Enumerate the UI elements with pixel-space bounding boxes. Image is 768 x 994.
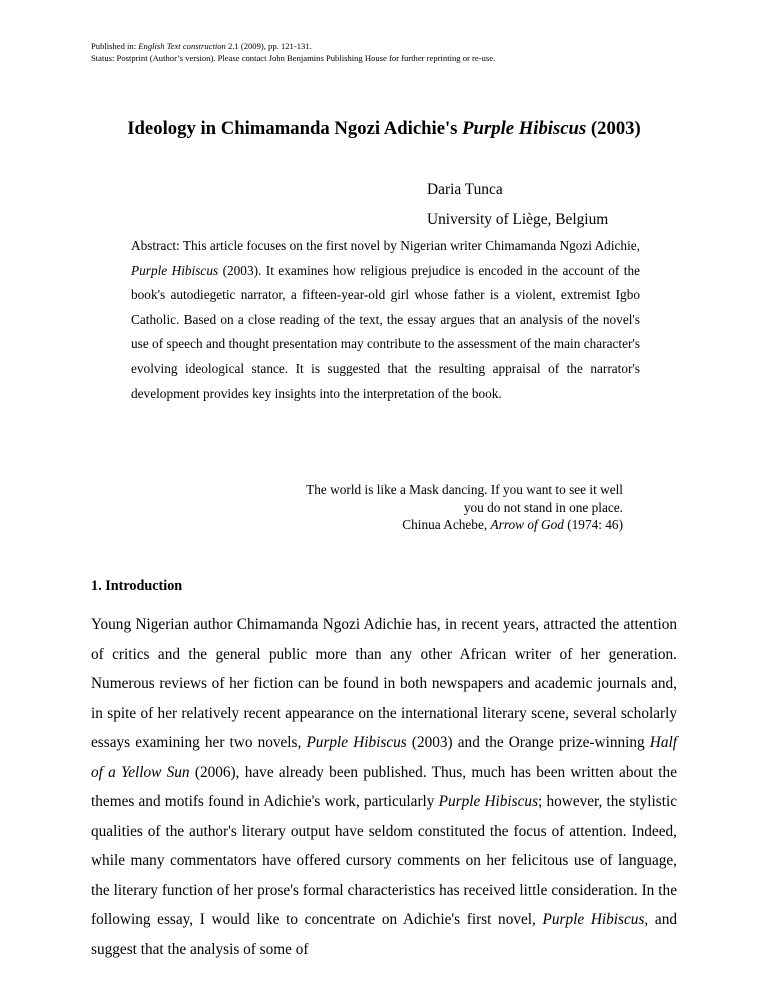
epigraph-line-1: The world is like a Mask dancing. If you want to see it well xyxy=(306,482,623,497)
author-block xyxy=(427,175,608,235)
abstract-book: Purple Hibiscus xyxy=(131,262,219,278)
section-heading: 1. Introduction xyxy=(91,578,183,594)
paper-title: Ideology in Chimamanda Ngozi Adichie's Purple Hibiscus (2003) xyxy=(127,118,641,139)
author-name: Daria Tunca xyxy=(427,181,503,198)
abstract: Abstract: This article focuses on the first novel by Nigerian writer Chimamanda Ngozi Adichie, Purple Hibiscus (2003). It examines how religious prejudice is encoded in the account of the book's autodiegetic narrator, a fifteen-year-old girl whose father is a violent, extremist Igbo Catholic. Based on a close reading of the text, the essay argues that an analysis of the novel's use of speech and thought presentation may contribute to the assessment of the main character's evolving ideological stance. It is suggested that the resulting appraisal of the narrator's development provides key insights into the interpretation of the book. xyxy=(131,238,640,401)
epigraph-line-2: you do not stand in one place. xyxy=(463,499,623,515)
epigraph-attribution: Chinua Achebe, Arrow of God (1974: 46) xyxy=(402,517,623,533)
publication-line: Published in: English Text construction 2.1 (2009), pp. 121-131. xyxy=(91,41,312,51)
epigraph xyxy=(250,481,623,534)
author-affiliation: University of Liège, Belgium xyxy=(427,211,609,228)
introduction-paragraph: Young Nigerian author Chimamanda Ngozi Adichie has, in recent years, attracted the attention of critics and the general public more than any other African writer of her generation. Numerous reviews of her fiction can be found in both newspapers and academic journals and, in spite of her relatively recent appearance on the international literary scene, several scholarly essays examining her two novels, Purple Hibiscus (2003) and the Orange prize-winning Half of a Yellow Sun (2006), have already been published. Thus, much has been written about the themes and motifs found in Adichie's work, particularly Purple Hibiscus; however, the stylistic qualities of the author's literary output have seldom constituted the focus of attention. Indeed, while many commentators have offered cursory comments on her felicitous use of language, the literary function of her prose's formal characteristics has received little consideration. In the following essay, I would like to concentrate on Adichie's first novel, Purple Hibiscus, and suggest that the analysis of some of xyxy=(91,616,678,958)
title-book: Purple Hibiscus xyxy=(462,118,587,139)
publication-info xyxy=(91,40,495,64)
journal-name: English Text construction xyxy=(138,41,226,51)
status-line: Status: Postprint (Author’s version). Please contact John Benjamins Publishing House for further reprinting or re-use. xyxy=(91,53,496,63)
